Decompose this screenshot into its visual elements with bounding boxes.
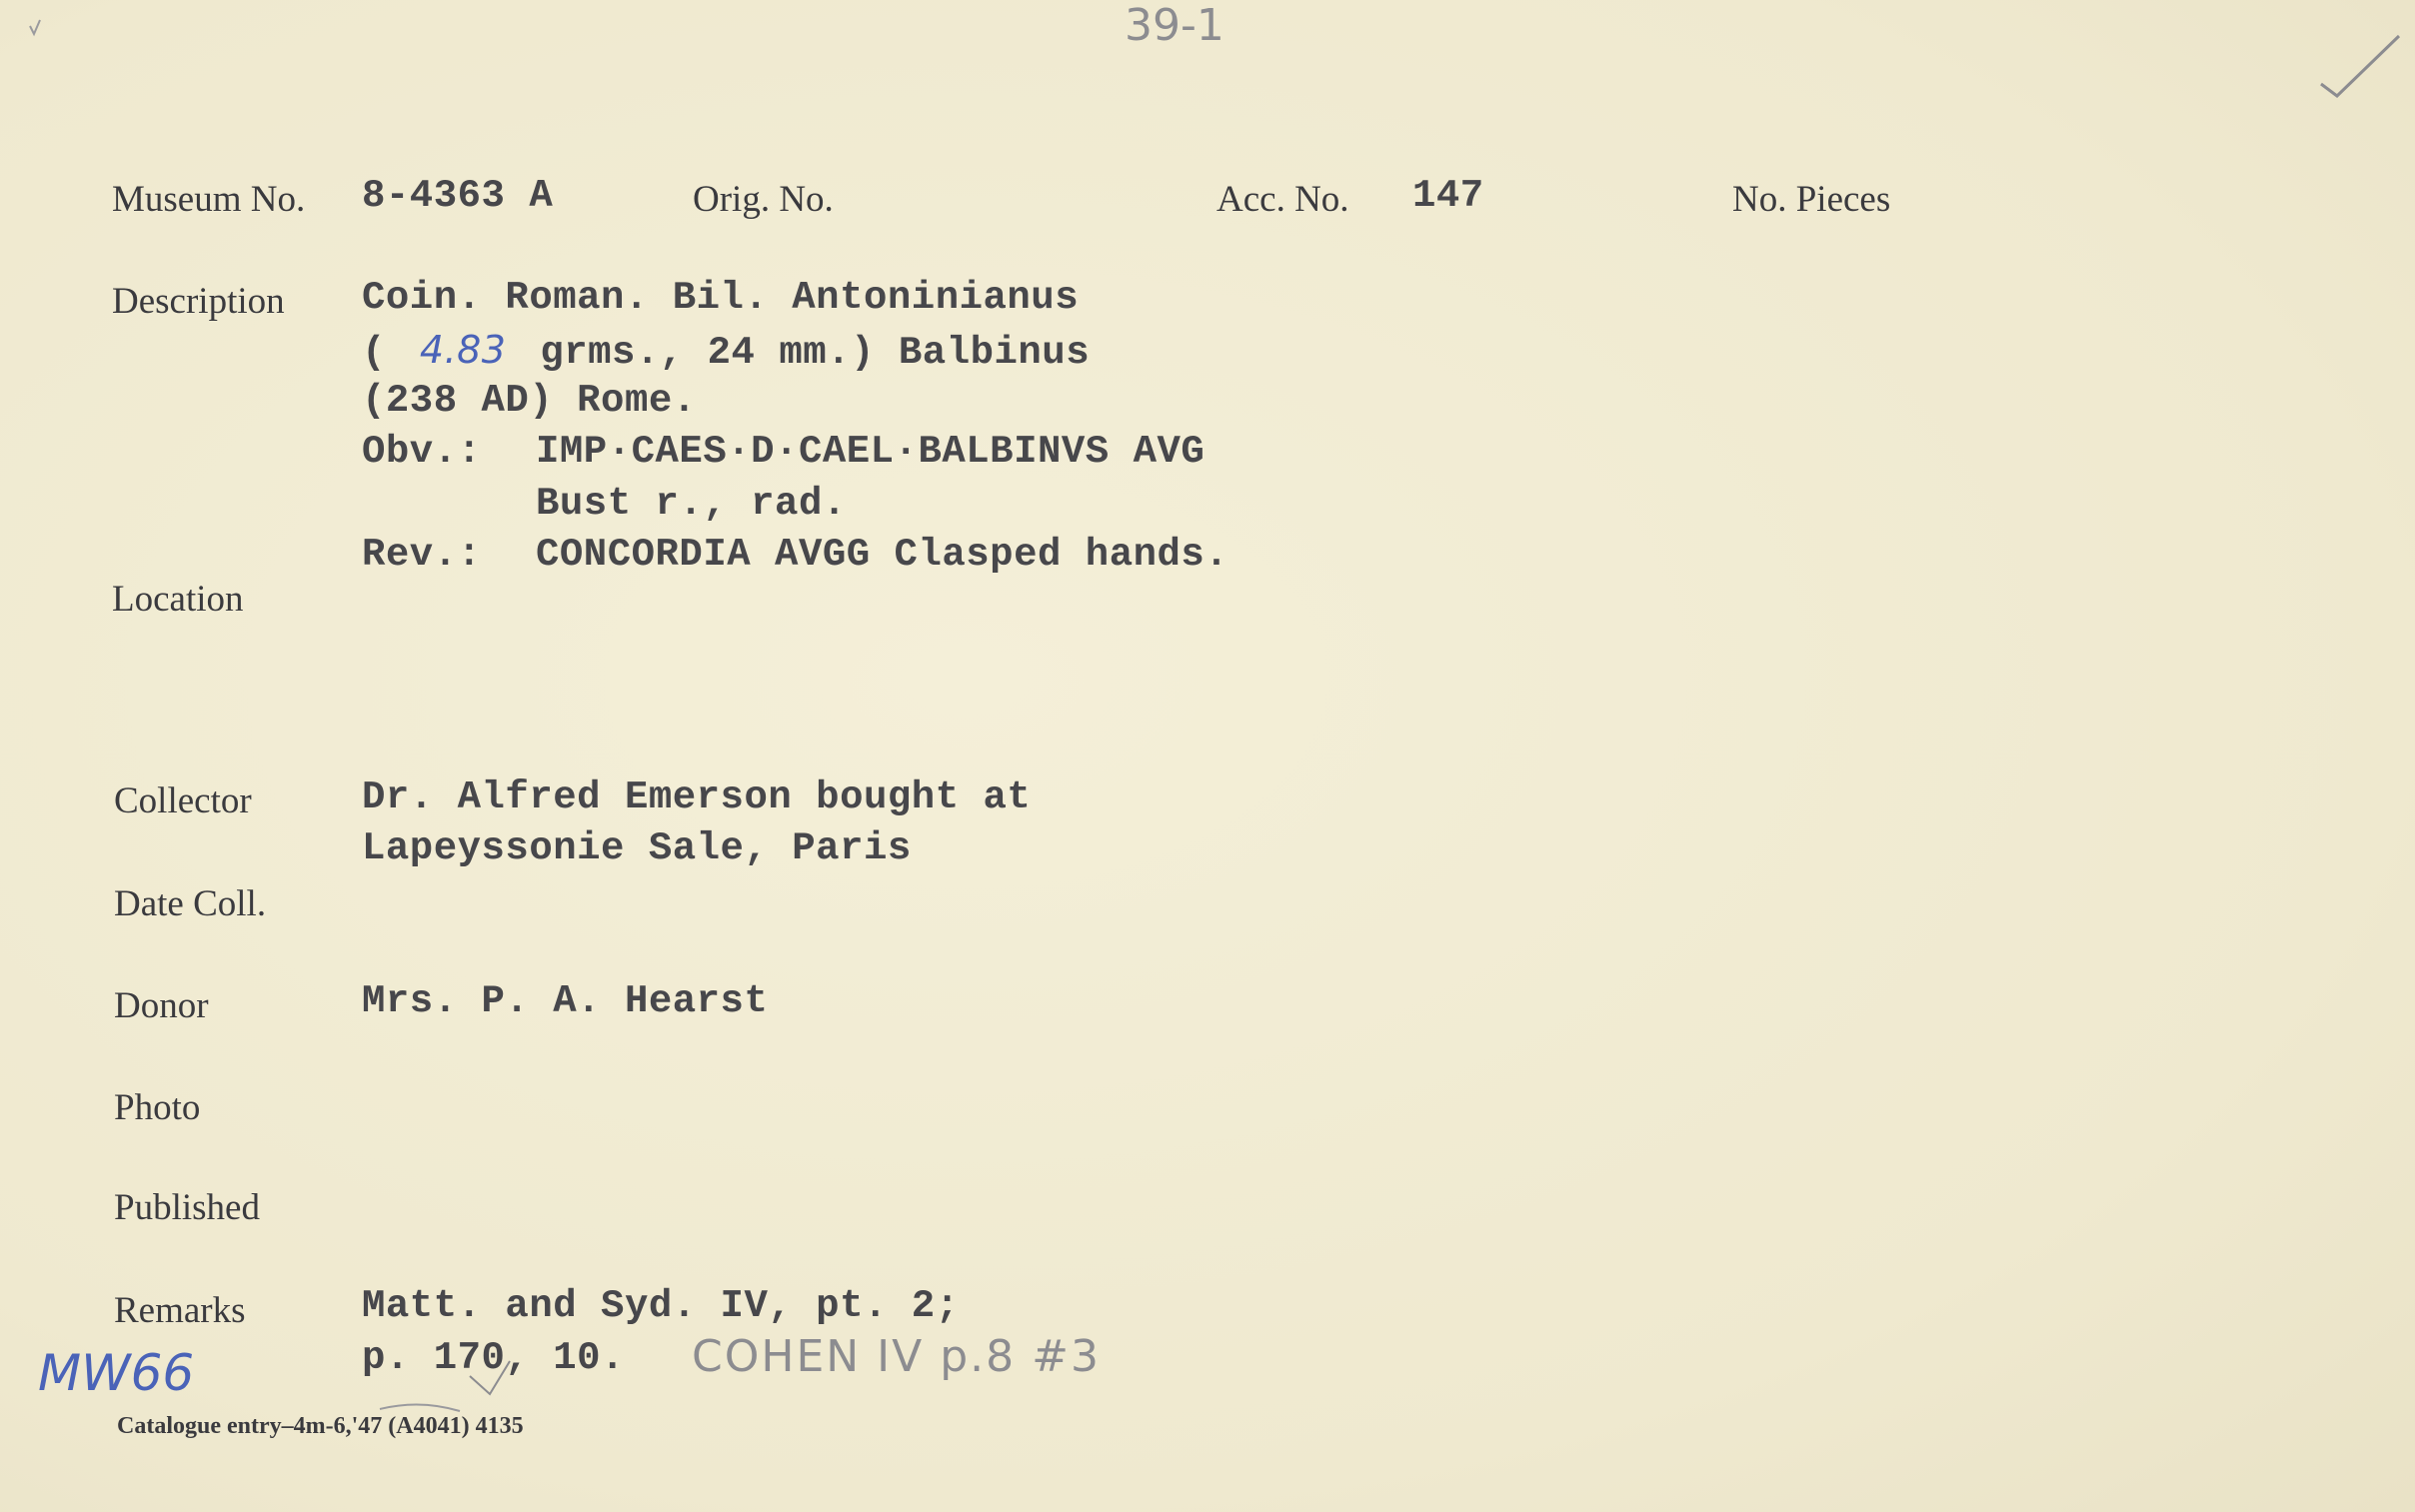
paren-open: ( xyxy=(362,331,386,375)
donor-label: Donor xyxy=(114,985,209,1026)
remarks-line-1: Matt. and Syd. IV, pt. 2; xyxy=(362,1284,960,1328)
margin-note-handwritten: MW66 xyxy=(38,1344,195,1402)
reverse-legend: CONCORDIA AVGG Clasped hands. xyxy=(536,533,1229,577)
checkmark-icon-topleft xyxy=(30,20,40,34)
acc-no-label: Acc. No. xyxy=(1216,179,1349,220)
description-label: Description xyxy=(112,281,285,322)
description-line-1: Coin. Roman. Bil. Antoninianus xyxy=(362,276,1080,320)
museum-no-value: 8-4363 A xyxy=(362,174,554,218)
pencil-number-top: 39-1 xyxy=(1125,0,1224,51)
no-pieces-label: No. Pieces xyxy=(1732,179,1891,220)
obverse-legend: IMP·CAES·D·CAEL·BALBINVS AVG xyxy=(536,430,1206,474)
obverse-label: Obv.: xyxy=(362,430,482,474)
remarks-label: Remarks xyxy=(114,1290,246,1331)
date-coll-label: Date Coll. xyxy=(114,883,267,924)
museum-no-label: Museum No. xyxy=(112,179,306,220)
description-line-3: (238 AD) Rome. xyxy=(362,379,697,423)
collector-line-1: Dr. Alfred Emerson bought at xyxy=(362,775,1032,819)
remarks-line-2: p. 170, 10. xyxy=(362,1336,625,1380)
obverse-type: Bust r., rad. xyxy=(536,482,847,526)
remarks-pencil-note: COHEN IV p.8 #3 xyxy=(692,1331,1101,1382)
weight-handwritten: 4.83 xyxy=(419,328,507,372)
published-label: Published xyxy=(114,1187,260,1228)
collector-label: Collector xyxy=(114,780,252,821)
collector-line-2: Lapeyssonie Sale, Paris xyxy=(362,826,912,870)
orig-no-label: Orig. No. xyxy=(693,179,834,220)
donor-value: Mrs. P. A. Hearst xyxy=(362,979,769,1023)
catalogue-footer: Catalogue entry–4m-6,'47 (A4041) 4135 xyxy=(117,1413,524,1439)
reverse-label: Rev.: xyxy=(362,533,482,577)
weight-rest: grms., 24 mm.) Balbinus xyxy=(540,331,1091,375)
underline-curve xyxy=(380,1404,460,1411)
photo-label: Photo xyxy=(114,1087,201,1128)
location-label: Location xyxy=(112,579,244,620)
acc-no-value: 147 xyxy=(1412,174,1484,218)
checkmark-icon-topright xyxy=(2321,36,2399,96)
description-line-2 xyxy=(362,328,1090,375)
